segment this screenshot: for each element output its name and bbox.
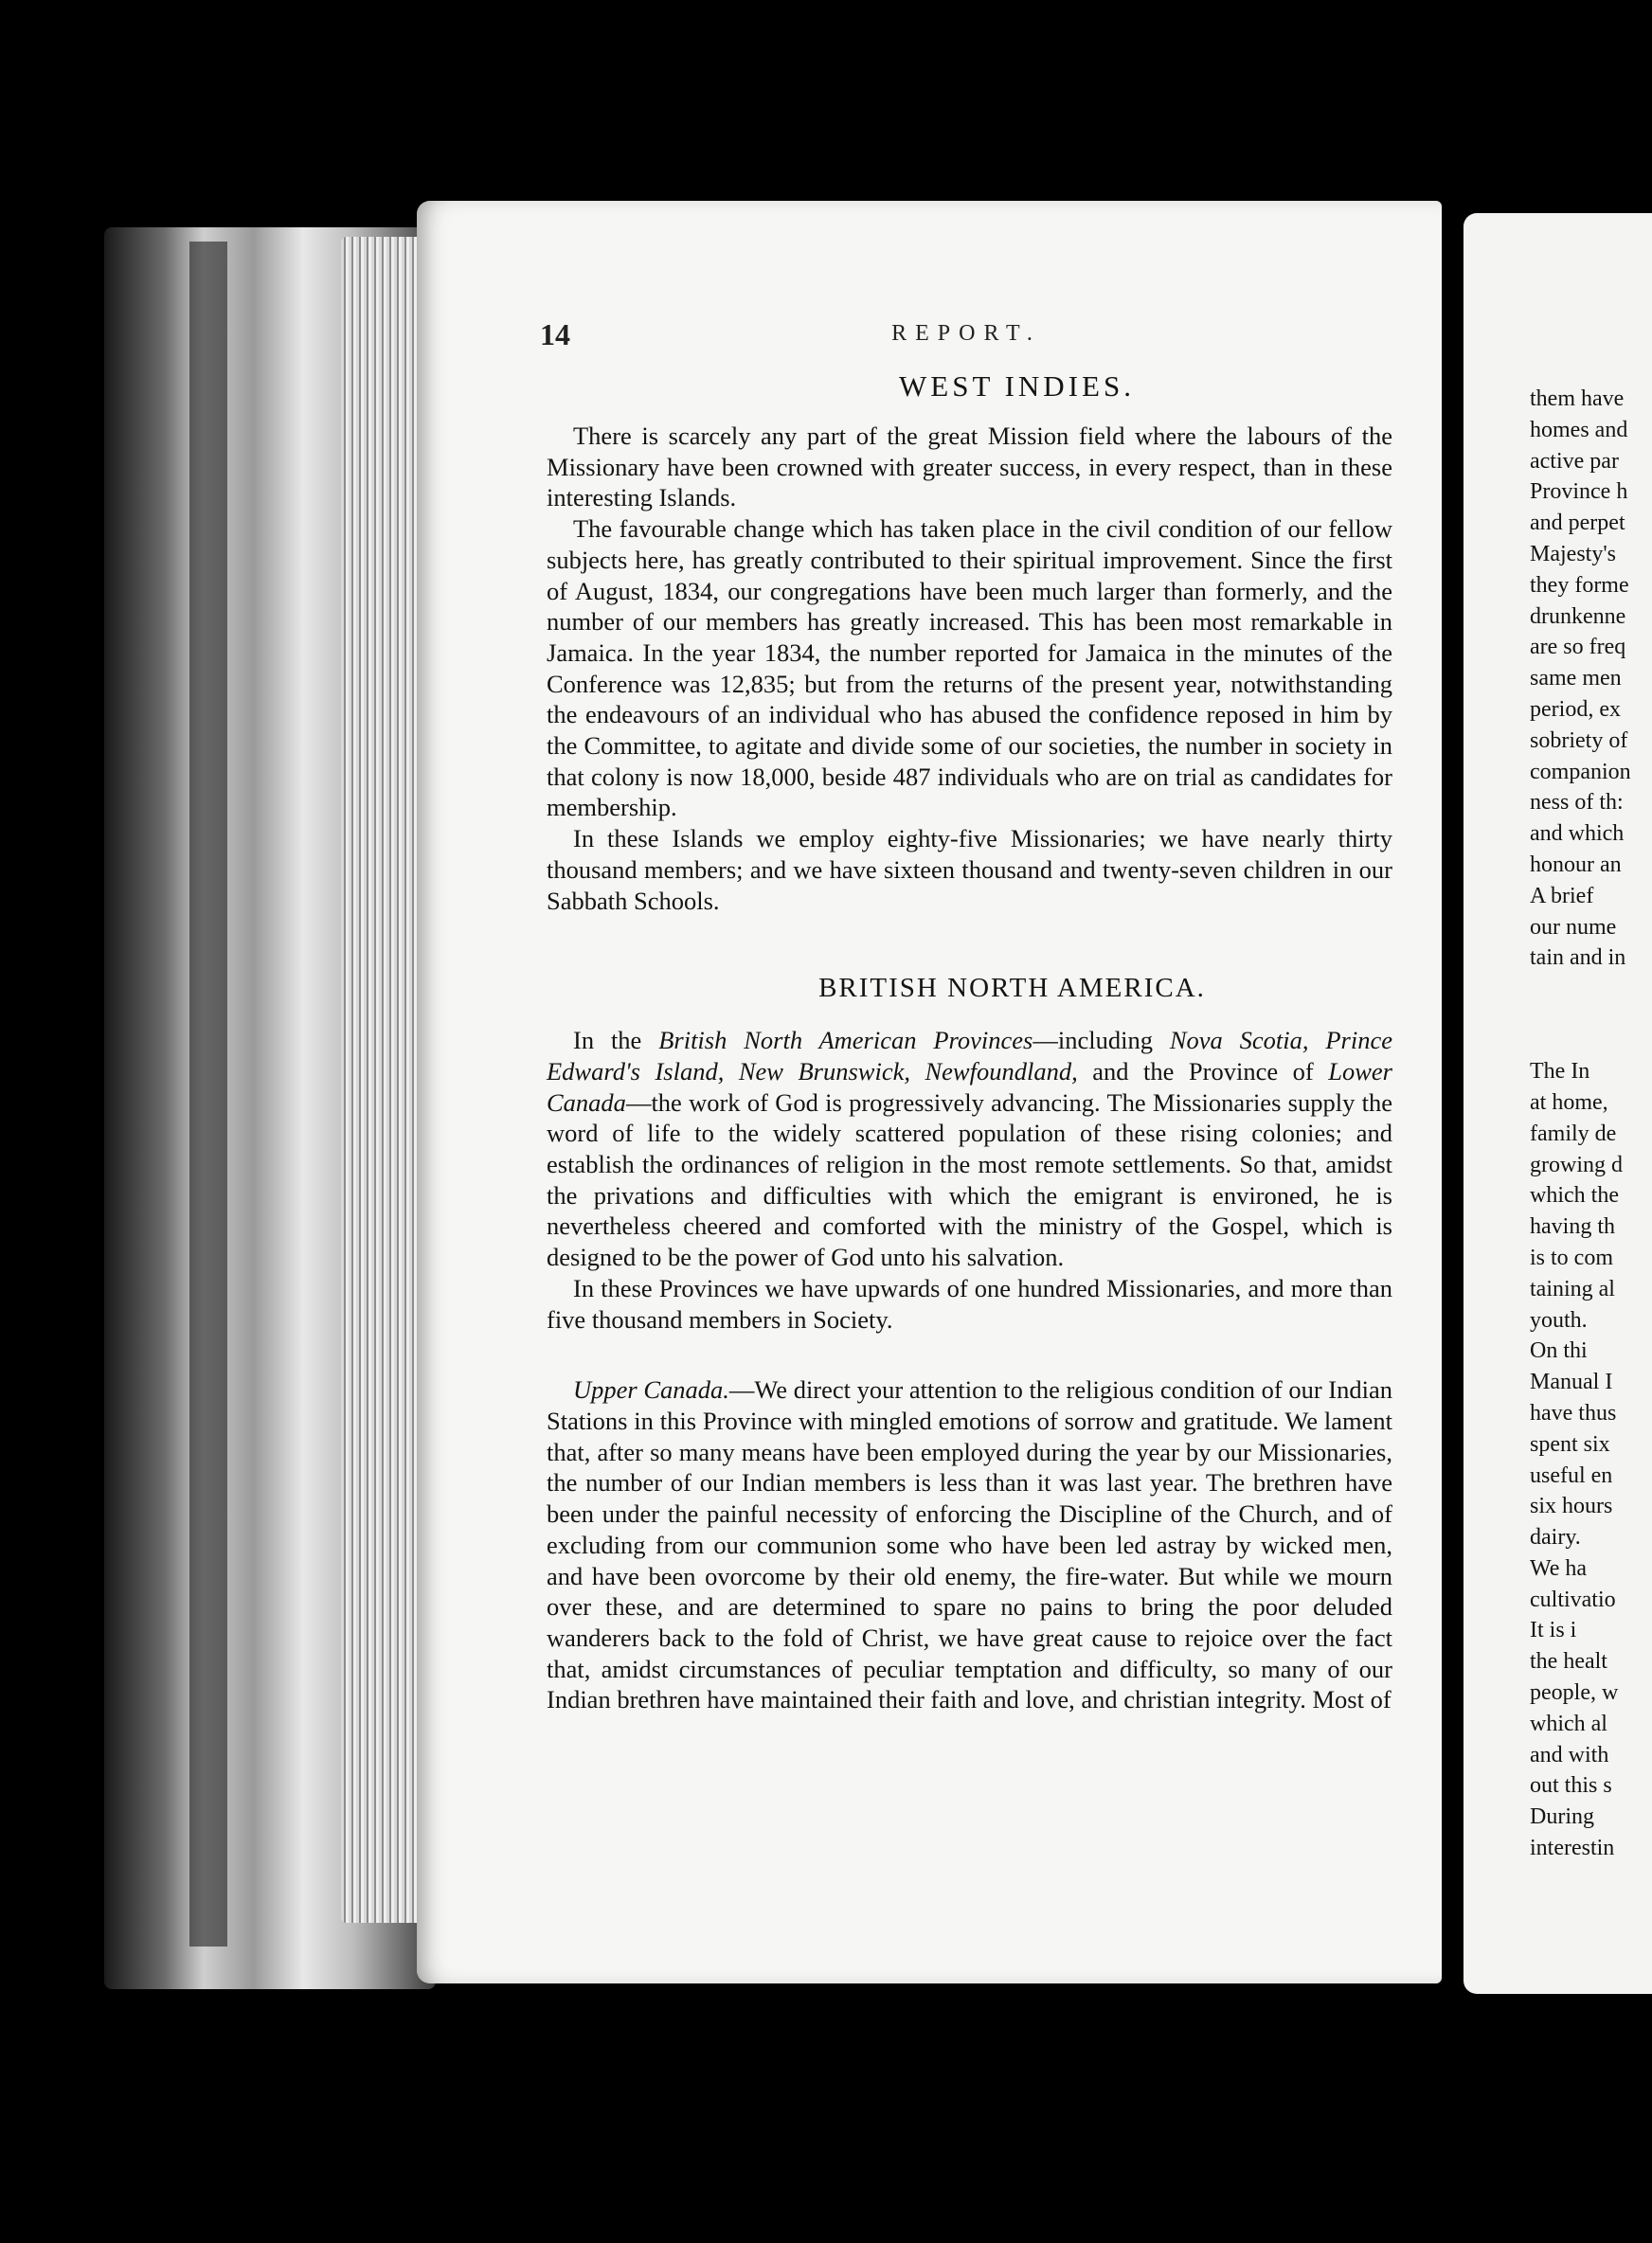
right-page-line: youth. [1530,1307,1588,1333]
paragraph: In these Provinces we have upwards of one hundred Missionaries, and more than five thousand members in Society. [547,1273,1392,1334]
right-page-line: spent six [1530,1431,1610,1457]
right-page-line: A brief [1530,883,1594,908]
right-page-line: family de [1530,1121,1617,1146]
right-page-line: cultivatio [1530,1587,1616,1612]
right-page-line: It is i [1530,1618,1577,1643]
right-page-line: companion [1530,759,1631,784]
main-text [547,369,1392,1715]
paragraph: Upper Canada.—We direct your attention to the religious condition of our Indian Stations in this Province with mingled emotions of sorrow and gratitude. We lament that, after so many means have been employed during the year by our Missionaries, the number of our Indian members is less than it was last year. The brethren have been under the painful necessity of enforcing the Discipline of the Church, and of excluding from our communion some who have been led astray by wicked men, and have been ovorcome by their old enemy, the fire-water. But while we mourn over these, and are determined to spare no pains to bring the poor deluded wanderers back to the fold of Christ, we have great cause to rejoice over the fact that, amidst circumstances of peculiar temptation and difficulty, so many of our Indian brethren have maintained their faith and love, and christian integrity. Most of [547,1375,1392,1714]
right-page-line: useful en [1530,1462,1613,1488]
right-page-line: people, w [1530,1680,1619,1706]
right-page-line: and which [1530,821,1625,847]
right-page-line: having th [1530,1214,1615,1240]
right-page-line: The In [1530,1059,1590,1085]
right-page-line: interestin [1530,1836,1615,1861]
right-page-line: homes and [1530,417,1628,442]
paragraph: The favourable change which has taken place in the civil condition of our fellow subjects here, has greatly contributed to their spiritual improvement. Since the first of August, 1834, our congregations have been much larger than formerly, and the number of our members has greatly increased. This has been most remarkable in Jamaica. In the year 1834, the number reported for Jamaica in the minutes of the Conference was 12,835; but from the returns of the present year, notwithstanding the endeavours of an individual who has abused the confidence reposed in him by the Committee, to agitate and divide some of our societies, the number in society in that colony is now 18,000, beside 487 individuals who are on trial as candidates for membership. [547,514,1392,822]
right-page-line: and with [1530,1742,1609,1767]
right-page-line: During [1530,1804,1594,1830]
right-page-line: out this s [1530,1773,1612,1799]
right-page-line: Province h [1530,479,1628,505]
right-page-line: which the [1530,1183,1619,1209]
right-page-line: tain and in [1530,945,1626,971]
subsection-label: Upper Canada. [573,1375,729,1405]
right-page-group-1 [1530,384,1652,974]
paragraph: In these Islands we employ eighty-five Missionaries; we have nearly thirty thousand members; and we have sixteen thousand and twenty-seven children in our Sabbath Schools. [547,824,1392,915]
right-page-line: six hours [1530,1494,1613,1519]
right-page-line: sobriety of [1530,727,1628,753]
right-page-line: Manual I [1530,1370,1613,1395]
right-page-line: them have [1530,386,1625,411]
right-page-line: drunkenne [1530,603,1626,629]
right-page-line: taining al [1530,1276,1615,1301]
right-page-line: period, ex [1530,696,1621,722]
right-page [1463,213,1652,1994]
right-page-line: are so freq [1530,635,1626,660]
right-page-line: On thi [1530,1338,1588,1364]
running-head: REPORT. [891,321,1041,346]
right-page-line: have thus [1530,1400,1617,1426]
right-page-line: at home, [1530,1089,1608,1115]
right-page-line: and perpet [1530,511,1625,536]
right-page-line: dairy. [1530,1525,1581,1551]
right-page-group-2 [1530,1056,1652,1864]
right-page-text [1530,384,1652,1864]
right-page-line: they forme [1530,572,1629,598]
right-page-line: honour an [1530,852,1622,877]
section-heading-west-indies: WEST INDIES. [899,369,1135,403]
right-page-line: We ha [1530,1555,1588,1581]
right-page-line: ness of th: [1530,790,1624,816]
right-page-line: active par [1530,448,1619,474]
book-spine-shadow [189,242,227,1947]
right-page-line: growing d [1530,1152,1623,1177]
paragraph: There is scarcely any part of the great Mission field where the labours of the Missionary have been crowned with greater success, in every respect, than in these interesting Islands. [547,422,1392,512]
paragraph: In the British North American Provinces—including Nova Scotia, Prince Edward's Island, New Brunswick, Newfoundland, and the Province of Lower Canada—the work of God is progressively advancing. The Missionaries supply the word of life to the widely scattered population of these rising colonies; and establish the ordinances of religion in the most remote settlements. So that, amidst the privations and difficulties with which the emigrant is environed, he is nevertheless cheered and comforted with the ministry of the Gospel, which is designed to be the power of God unto his salvation. [547,1026,1393,1272]
right-page-line: same men [1530,666,1622,691]
right-page-line: which al [1530,1711,1607,1736]
right-page-line: our nume [1530,914,1617,940]
right-page-line: is to com [1530,1245,1613,1270]
right-page-line: Majesty's [1530,541,1616,566]
section-heading-british-north-america: BRITISH NORTH AMERICA. [818,973,1206,1004]
page-header [540,317,1392,355]
page-number: 14 [540,317,570,351]
right-page-line: the healt [1530,1649,1607,1675]
